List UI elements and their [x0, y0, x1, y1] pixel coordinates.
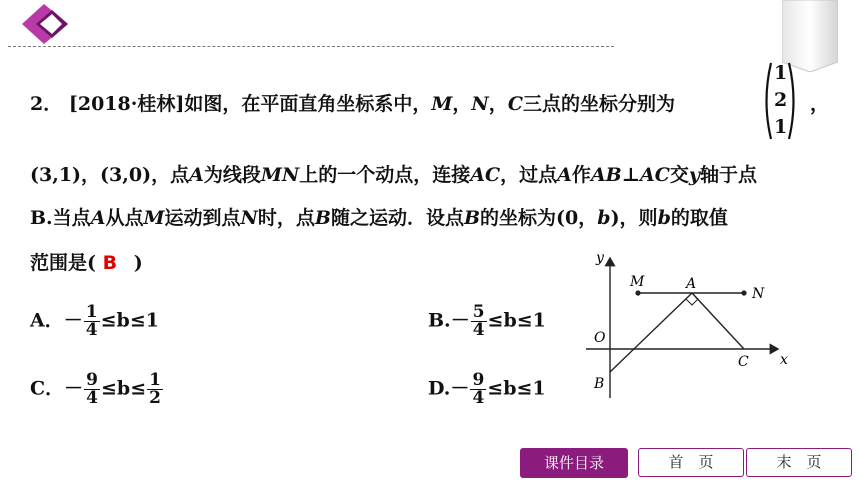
option-a[interactable]: A．－ $\frac{1}{4}$ ≤b≤1 — [30, 302, 159, 340]
logo-diamond-icon — [14, 2, 76, 46]
label-m: M — [630, 274, 645, 290]
question-line-4: 范围是( B ) — [30, 252, 143, 274]
last-page-button[interactable]: 末 页 — [746, 448, 852, 477]
question-line-1: 2． [2018·桂林]如图，在平面直角坐标系中，M，N，C三点的坐标分别为 — [30, 93, 675, 115]
label-o: O — [594, 330, 606, 346]
coordinate-figure — [584, 252, 788, 400]
point-m — [635, 290, 640, 295]
question-line-3: B.当点A从点M运动到点N时，点B随之运动．设点B的坐标为(0，b)，则b的取值 — [30, 207, 728, 229]
label-x: x — [780, 352, 788, 368]
segment-ab — [610, 293, 692, 372]
label-y: y — [596, 252, 604, 266]
label-n: N — [752, 286, 765, 302]
right-angle-mark — [686, 293, 698, 305]
question-number: 2． — [30, 93, 63, 115]
label-a: A — [686, 276, 697, 292]
matrix-value-2: 2 — [774, 89, 788, 111]
matrix-value-3: 1 — [774, 116, 788, 138]
segment-ac — [692, 293, 744, 349]
point-n — [741, 290, 746, 295]
header-divider — [8, 46, 614, 47]
course-directory-button[interactable]: 课件目录 — [520, 448, 628, 478]
question-source: [2018·桂林] — [68, 93, 185, 115]
label-c: C — [738, 354, 749, 370]
answer-text: B — [102, 252, 118, 274]
label-b: B — [594, 376, 605, 392]
first-page-button[interactable]: 首 页 — [638, 448, 744, 477]
option-b[interactable]: B.－ $\frac{5}{4}$ ≤b≤1 — [428, 302, 546, 340]
question-line-2: (3,1)，(3,0)，点A为线段MN上的一个动点，连接AC，过点A作AB⊥AC交y轴于点 — [30, 164, 757, 186]
option-d[interactable]: D.－ $\frac{9}{4}$ ≤b≤1 — [428, 370, 546, 408]
line1-comma: ， — [810, 93, 830, 115]
matrix-value-1: 1 — [774, 62, 788, 84]
option-c[interactable]: C．－ $\frac{9}{4}$ ≤b≤ $\frac{1}{2}$ — [30, 370, 161, 408]
